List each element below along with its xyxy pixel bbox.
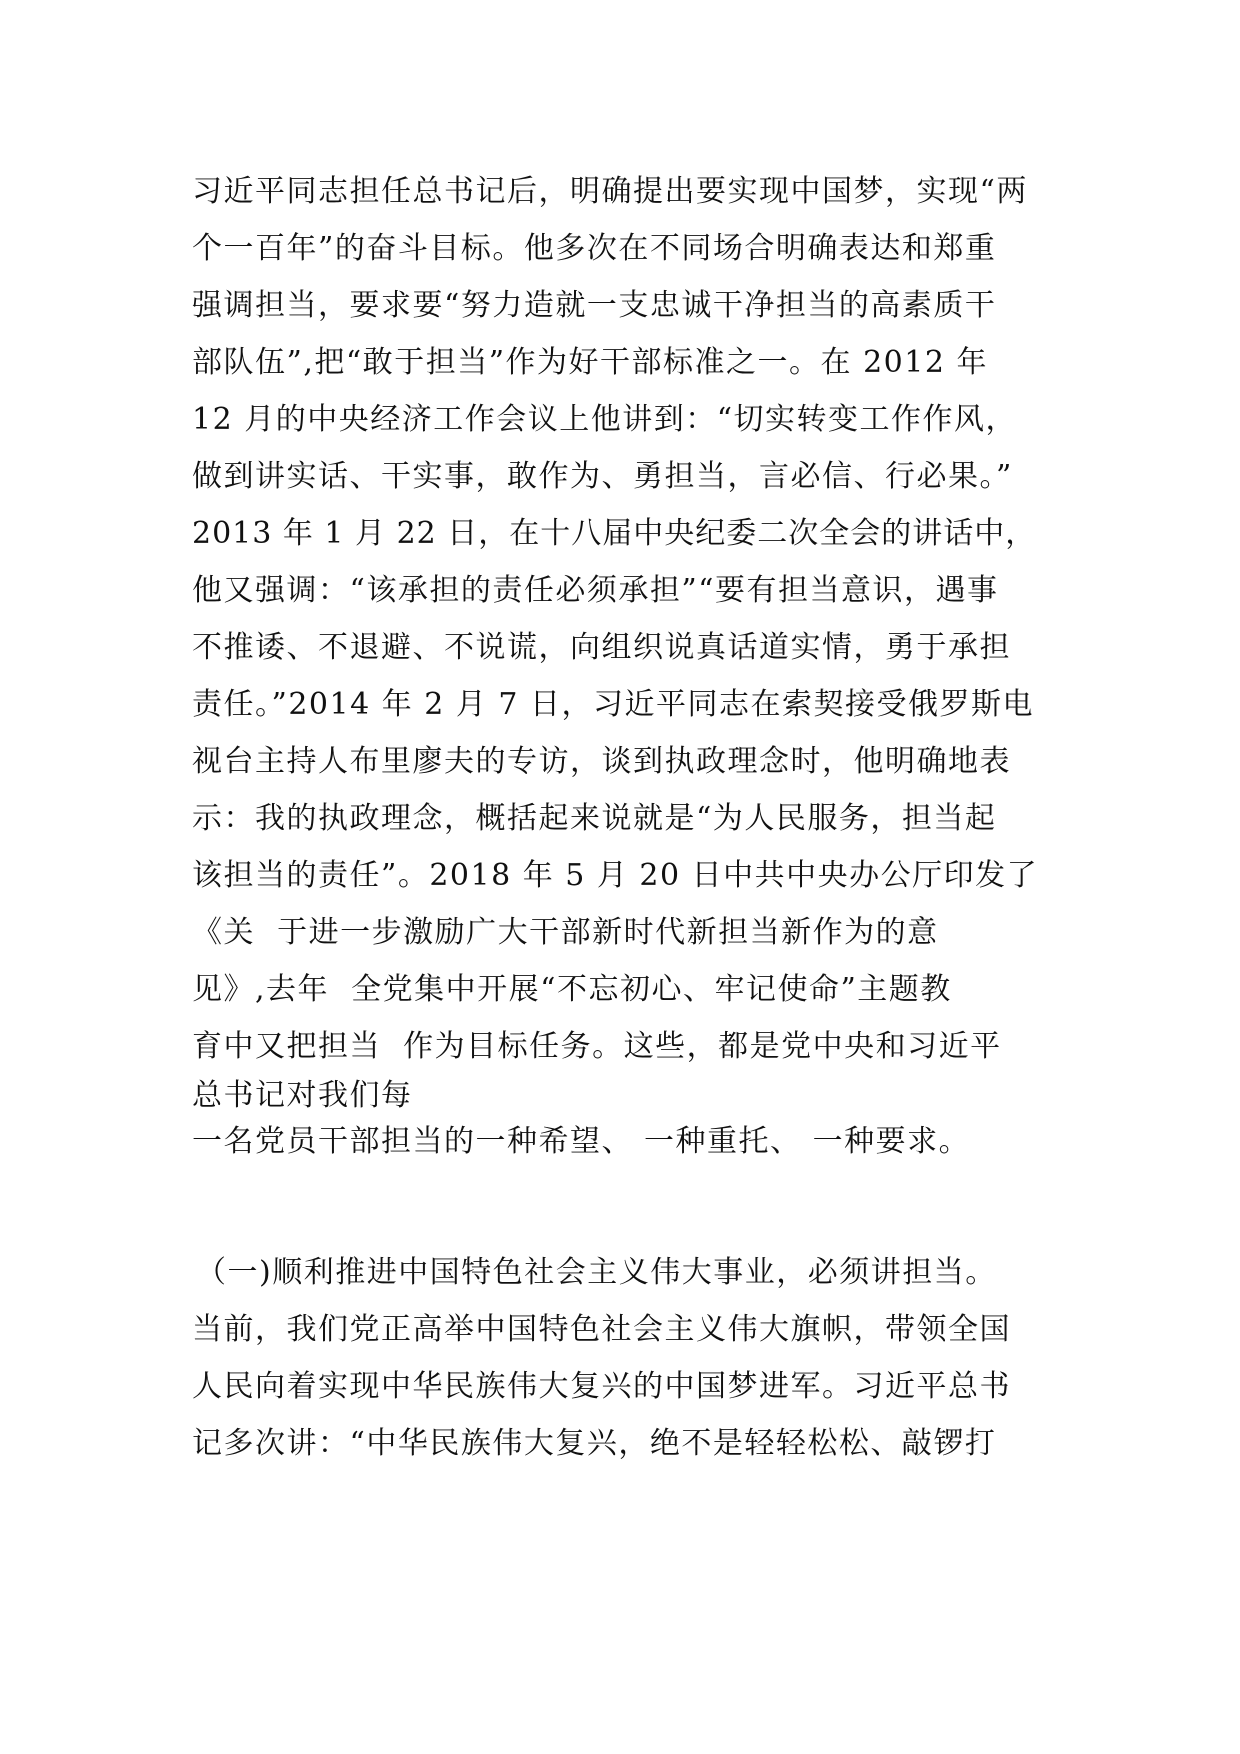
text-line: 强调担当，要求要“努力造就一支忠诚干净担当的高素质干 [192, 288, 997, 323]
text-line: 习近平同志担任总书记后，明确提出要实现中国梦，实现“两 [192, 174, 1028, 209]
text-line: 育中又把担当 作为目标任务。这些，都是党中央和习近平 [192, 1029, 1002, 1064]
text-line: 示：我的执政理念，概括起来说就是“为人民服务，担当起 [192, 801, 997, 836]
text-line: 总书记对我们每 [192, 1078, 413, 1113]
text-line: 做到讲实话、干实事，敢作为、勇担当，言必信、行必果。” [192, 459, 1013, 494]
text-line: 他又强调：“该承担的责任必须承担”“要有担当意识，遇事 [192, 573, 999, 608]
text-line: 不推诿、不退避、不说谎，向组织说真话道实情，勇于承担 [192, 630, 1011, 665]
text-line: 记多次讲：“中华民族伟大复兴，绝不是轻轻松松、敲锣打 [192, 1426, 997, 1461]
text-line: 个一百年”的奋斗目标。他多次在不同场合明确表达和郑重 [192, 231, 997, 266]
text-line: 人民向着实现中华民族伟大复兴的中国梦进军。习近平总书 [192, 1369, 1011, 1404]
text-line: 12 月的中央经济工作会议上他讲到：“切实转变工作作风， [192, 402, 1018, 437]
text-line: 见》,去年 全党集中开展“不忘初心、牢记使命”主题教 [192, 972, 952, 1007]
section-heading-line: （一)顺利推进中国特色社会主义伟大事业，必须讲担当。 [196, 1255, 997, 1290]
text-line: 视台主持人布里廖夫的专访，谈到执政理念时，他明确地表 [192, 744, 1011, 779]
text-line: 该担当的责任”。2018 年 5 月 20 日中共中央办公厅印发了 [192, 858, 1039, 893]
text-line: 一名党员干部担当的一种希望、 一种重托、 一种要求。 [192, 1124, 971, 1159]
text-line: 责任。”2014 年 2 月 7 日，习近平同志在索契接受俄罗斯电 [192, 687, 1035, 722]
text-line: 部队伍”,把“敢于担当”作为好干部标准之一。在 2012 年 [192, 345, 988, 380]
text-line: 2013 年 1 月 22 日，在十八届中央纪委二次全会的讲话中， [192, 516, 1037, 551]
text-line: 当前，我们党正高举中国特色社会主义伟大旗帜，带领全国 [192, 1312, 1011, 1347]
text-line: 《关 于进一步激励广大干部新时代新担当新作为的意 [192, 915, 939, 950]
